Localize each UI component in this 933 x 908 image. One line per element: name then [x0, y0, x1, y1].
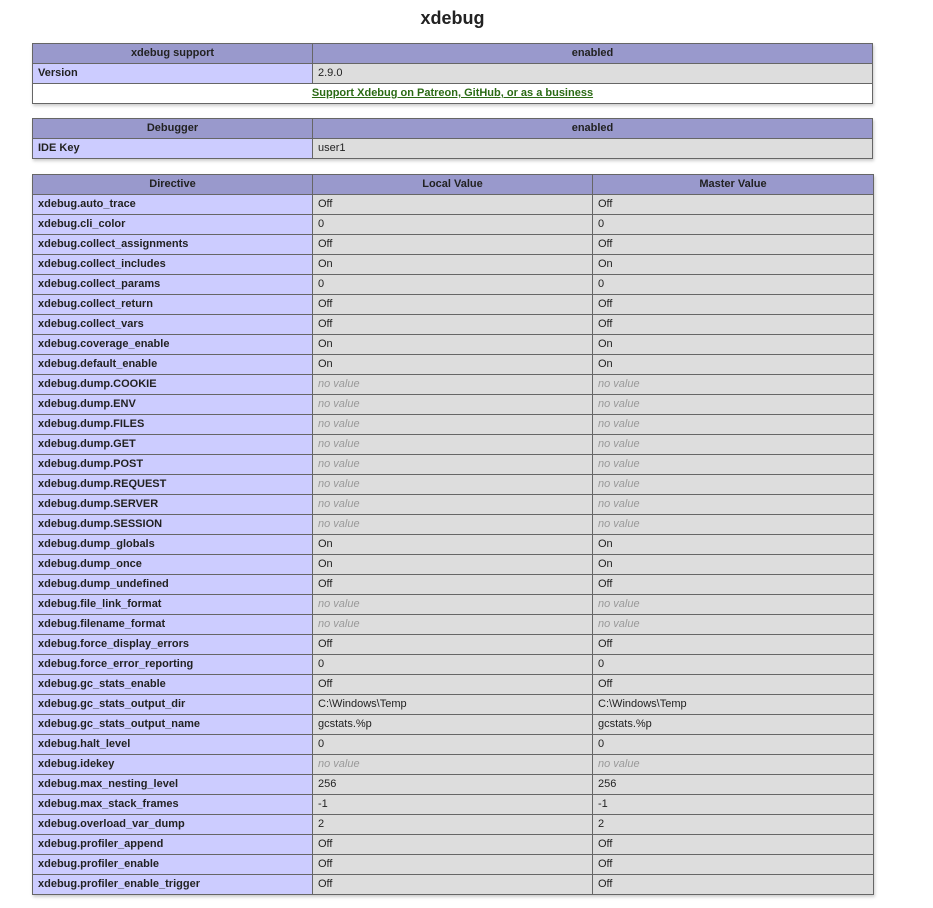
no-value-text: no value [318, 418, 360, 430]
master-value [593, 495, 874, 515]
no-value-text: no value [598, 618, 640, 630]
local-value: gcstats.%p [313, 715, 593, 735]
support-header-row [33, 44, 873, 64]
directive-name: xdebug.collect_params [33, 275, 313, 295]
directive-name: xdebug.file_link_format [33, 595, 313, 615]
master-value [593, 515, 874, 535]
table-row [33, 255, 874, 275]
master-value: 0 [593, 655, 874, 675]
directive-name: xdebug.default_enable [33, 355, 313, 375]
directives-header-row [33, 175, 874, 195]
no-value-text: no value [318, 398, 360, 410]
support-link[interactable]: Support Xdebug on Patreon, GitHub, or as a business [311, 87, 594, 99]
no-value-text: no value [598, 438, 640, 450]
version-label: Version [33, 64, 313, 84]
support-header-value: enabled [313, 44, 873, 64]
no-value-text: no value [318, 598, 360, 610]
no-value-text: no value [598, 498, 640, 510]
directive-name: xdebug.gc_stats_output_dir [33, 695, 313, 715]
local-value [313, 755, 593, 775]
local-value: 0 [313, 215, 593, 235]
local-value-column-header: Local Value [313, 175, 593, 195]
table-row [33, 635, 874, 655]
master-value: On [593, 555, 874, 575]
directive-name: xdebug.gc_stats_enable [33, 675, 313, 695]
table-row [33, 555, 874, 575]
local-value [313, 415, 593, 435]
master-value [593, 375, 874, 395]
master-value: Off [593, 315, 874, 335]
master-value: Off [593, 675, 874, 695]
table-row [33, 395, 874, 415]
local-value: C:\Windows\Temp [313, 695, 593, 715]
master-value: Off [593, 235, 874, 255]
no-value-text: no value [318, 498, 360, 510]
local-value: Off [313, 855, 593, 875]
directive-name: xdebug.dump.GET [33, 435, 313, 455]
master-value: Off [593, 855, 874, 875]
directive-name: xdebug.collect_vars [33, 315, 313, 335]
table-row [33, 875, 874, 895]
master-value: 0 [593, 275, 874, 295]
local-value [313, 615, 593, 635]
local-value: On [313, 255, 593, 275]
table-row [33, 695, 874, 715]
local-value [313, 375, 593, 395]
master-value: Off [593, 875, 874, 895]
local-value: On [313, 355, 593, 375]
no-value-text: no value [598, 458, 640, 470]
table-row [33, 675, 874, 695]
no-value-text: no value [318, 478, 360, 490]
ide-key-value: user1 [313, 139, 873, 159]
support-link-cell [33, 84, 873, 104]
local-value: Off [313, 675, 593, 695]
local-value [313, 475, 593, 495]
table-row [33, 855, 874, 875]
no-value-text: no value [598, 398, 640, 410]
directive-name: xdebug.collect_includes [33, 255, 313, 275]
master-value [593, 595, 874, 615]
no-value-text: no value [318, 518, 360, 530]
directive-name: xdebug.dump.SERVER [33, 495, 313, 515]
local-value: Off [313, 235, 593, 255]
table-row [33, 755, 874, 775]
directive-rows [33, 195, 874, 895]
local-value [313, 435, 593, 455]
directive-name: xdebug.dump.ENV [33, 395, 313, 415]
directive-name: xdebug.overload_var_dump [33, 815, 313, 835]
master-value: Off [593, 195, 874, 215]
master-value: On [593, 535, 874, 555]
table-row [33, 335, 874, 355]
table-row [33, 655, 874, 675]
local-value [313, 595, 593, 615]
table-row [33, 195, 874, 215]
table-row [33, 455, 874, 475]
page-title: xdebug [420, 8, 485, 28]
master-value [593, 615, 874, 635]
local-value: Off [313, 575, 593, 595]
table-row [33, 355, 874, 375]
table-row [33, 575, 874, 595]
directive-name: xdebug.auto_trace [33, 195, 313, 215]
table-row [33, 495, 874, 515]
local-value: On [313, 335, 593, 355]
table-row [33, 295, 874, 315]
directive-name: xdebug.profiler_enable [33, 855, 313, 875]
debugger-table [32, 118, 873, 159]
local-value: Off [313, 295, 593, 315]
directive-name: xdebug.dump.FILES [33, 415, 313, 435]
master-value: On [593, 335, 874, 355]
table-row [33, 275, 874, 295]
table-row [33, 375, 874, 395]
local-value: -1 [313, 795, 593, 815]
directive-name: xdebug.dump_once [33, 555, 313, 575]
ide-key-label: IDE Key [33, 139, 313, 159]
table-row [33, 595, 874, 615]
master-value: On [593, 255, 874, 275]
table-row [33, 795, 874, 815]
directive-name: xdebug.dump_undefined [33, 575, 313, 595]
master-value [593, 755, 874, 775]
directive-name: xdebug.cli_color [33, 215, 313, 235]
no-value-text: no value [318, 758, 360, 770]
no-value-text: no value [598, 478, 640, 490]
directive-name: xdebug.dump.POST [33, 455, 313, 475]
table-row [33, 835, 874, 855]
no-value-text: no value [598, 598, 640, 610]
debugger-header-label: Debugger [33, 119, 313, 139]
local-value: Off [313, 875, 593, 895]
directive-name: xdebug.force_error_reporting [33, 655, 313, 675]
master-value: Off [593, 295, 874, 315]
no-value-text: no value [318, 378, 360, 390]
table-row [33, 615, 874, 635]
directive-name: xdebug.dump.REQUEST [33, 475, 313, 495]
directive-name: xdebug.force_display_errors [33, 635, 313, 655]
master-value: Off [593, 835, 874, 855]
directive-name: xdebug.filename_format [33, 615, 313, 635]
support-header-label: xdebug support [33, 44, 313, 64]
no-value-text: no value [598, 518, 640, 530]
master-value: Off [593, 575, 874, 595]
local-value [313, 515, 593, 535]
directives-table [32, 174, 874, 895]
local-value: 0 [313, 275, 593, 295]
table-row [33, 315, 874, 335]
local-value [313, 495, 593, 515]
master-value: 0 [593, 215, 874, 235]
directive-name: xdebug.collect_return [33, 295, 313, 315]
master-value: Off [593, 635, 874, 655]
no-value-text: no value [318, 458, 360, 470]
master-value: gcstats.%p [593, 715, 874, 735]
directive-column-header: Directive [33, 175, 313, 195]
local-value: 256 [313, 775, 593, 795]
table-row [33, 435, 874, 455]
local-value: 0 [313, 735, 593, 755]
directive-name: xdebug.dump.SESSION [33, 515, 313, 535]
local-value [313, 455, 593, 475]
master-value [593, 415, 874, 435]
master-value [593, 475, 874, 495]
local-value: 2 [313, 815, 593, 835]
xdebug-support-table [32, 43, 873, 104]
no-value-text: no value [598, 758, 640, 770]
local-value: Off [313, 635, 593, 655]
master-value: 0 [593, 735, 874, 755]
directive-name: xdebug.max_nesting_level [33, 775, 313, 795]
table-row [33, 715, 874, 735]
table-row [33, 475, 874, 495]
table-row [33, 215, 874, 235]
master-value [593, 455, 874, 475]
directive-name: xdebug.dump_globals [33, 535, 313, 555]
no-value-text: no value [598, 418, 640, 430]
master-value: 256 [593, 775, 874, 795]
directive-name: xdebug.idekey [33, 755, 313, 775]
ide-key-row [33, 139, 873, 159]
master-value [593, 435, 874, 455]
master-value: C:\Windows\Temp [593, 695, 874, 715]
directive-name: xdebug.gc_stats_output_name [33, 715, 313, 735]
local-value [313, 395, 593, 415]
directive-name: xdebug.profiler_append [33, 835, 313, 855]
table-row [33, 815, 874, 835]
table-row [33, 415, 874, 435]
no-value-text: no value [598, 378, 640, 390]
local-value: Off [313, 835, 593, 855]
debugger-header-value: enabled [313, 119, 873, 139]
local-value: 0 [313, 655, 593, 675]
version-row [33, 64, 873, 84]
directive-name: xdebug.collect_assignments [33, 235, 313, 255]
master-value: On [593, 355, 874, 375]
version-value: 2.9.0 [313, 64, 873, 84]
table-row [33, 775, 874, 795]
no-value-text: no value [318, 618, 360, 630]
master-value-column-header: Master Value [593, 175, 874, 195]
directive-name: xdebug.profiler_enable_trigger [33, 875, 313, 895]
support-link-row [33, 84, 873, 104]
debugger-header-row [33, 119, 873, 139]
master-value: -1 [593, 795, 874, 815]
master-value: 2 [593, 815, 874, 835]
table-row [33, 735, 874, 755]
table-row [33, 515, 874, 535]
local-value: On [313, 555, 593, 575]
directive-name: xdebug.max_stack_frames [33, 795, 313, 815]
table-row [33, 235, 874, 255]
directive-name: xdebug.dump.COOKIE [33, 375, 313, 395]
local-value: Off [313, 315, 593, 335]
local-value: On [313, 535, 593, 555]
master-value [593, 395, 874, 415]
table-row [33, 535, 874, 555]
directive-name: xdebug.halt_level [33, 735, 313, 755]
directive-name: xdebug.coverage_enable [33, 335, 313, 355]
local-value: Off [313, 195, 593, 215]
no-value-text: no value [318, 438, 360, 450]
